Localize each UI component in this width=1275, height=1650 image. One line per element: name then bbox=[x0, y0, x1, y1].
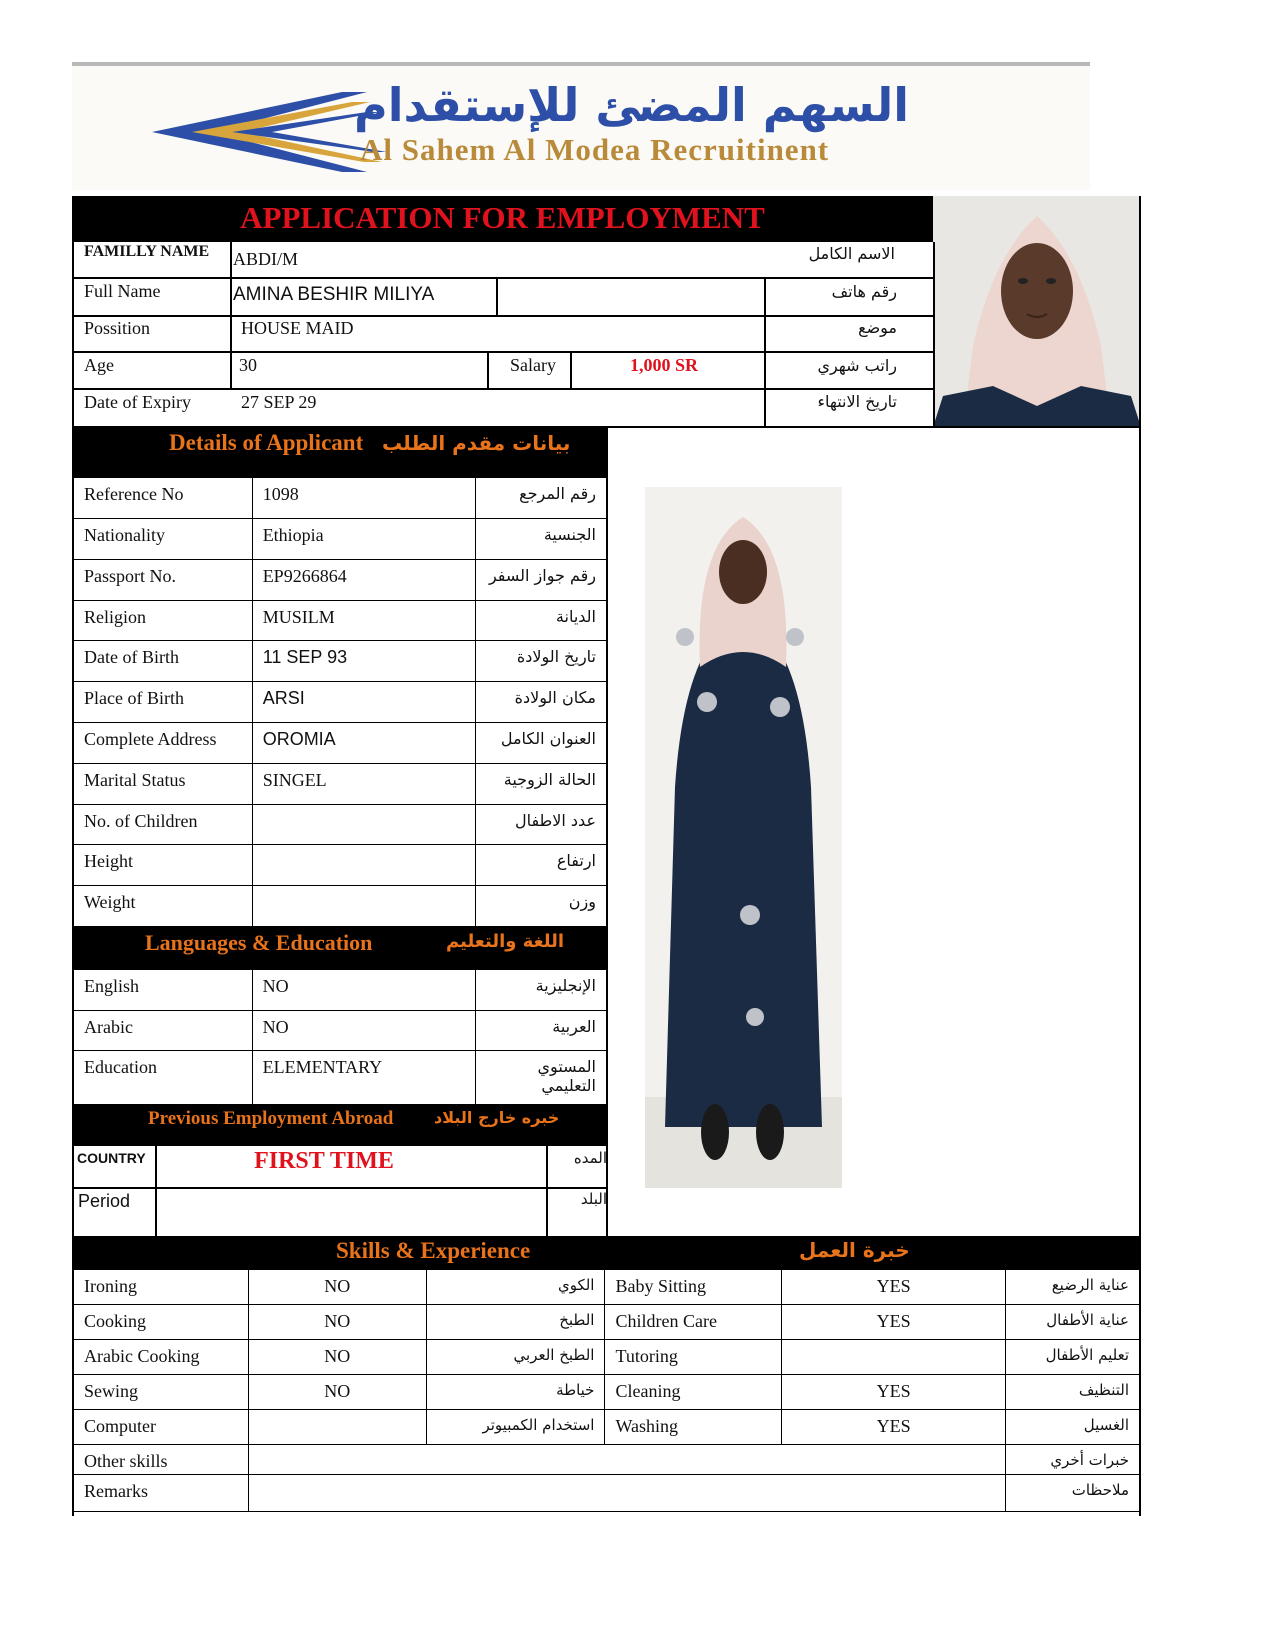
remarks-value bbox=[248, 1475, 1005, 1512]
skill-value bbox=[782, 1340, 1006, 1375]
details-ar: الحالة الزوجية bbox=[476, 764, 607, 805]
remarks-label: Remarks bbox=[74, 1475, 249, 1512]
details-ar: رقم جواز السفر bbox=[476, 560, 607, 601]
skill-label: Ironing bbox=[74, 1270, 249, 1305]
skill-label: Sewing bbox=[74, 1375, 249, 1410]
details-row bbox=[74, 845, 607, 886]
details-value: OROMIA bbox=[252, 723, 476, 764]
languages-header-en: Languages & Education bbox=[145, 930, 373, 955]
period-ar: البلد bbox=[580, 1190, 607, 1208]
skill-value: YES bbox=[782, 1270, 1006, 1305]
details-row bbox=[74, 560, 607, 601]
details-header-ar: بيانات مقدم الطلب bbox=[382, 431, 571, 455]
language-value: NO bbox=[252, 1011, 476, 1051]
details-label: Marital Status bbox=[74, 764, 253, 805]
details-value: EP9266864 bbox=[252, 560, 476, 601]
period-label: Period bbox=[78, 1191, 131, 1211]
details-value: 11 SEP 93 bbox=[252, 641, 476, 682]
salary-value: 1,000 SR bbox=[630, 355, 699, 375]
details-label: Weight bbox=[74, 886, 253, 927]
position-value: HOUSE MAID bbox=[241, 318, 354, 338]
language-row bbox=[74, 970, 607, 1011]
skill-value: NO bbox=[248, 1305, 426, 1340]
skill-value: NO bbox=[248, 1270, 426, 1305]
family-name-ar: الاسم الكامل bbox=[808, 244, 895, 263]
details-value bbox=[252, 845, 476, 886]
details-value: ARSI bbox=[252, 682, 476, 723]
details-row bbox=[74, 723, 607, 764]
skill-value bbox=[248, 1410, 426, 1445]
skill-value: YES bbox=[782, 1375, 1006, 1410]
remarks-row bbox=[74, 1475, 1140, 1512]
skills-row bbox=[74, 1340, 1140, 1375]
previous-header-ar: خبره خارج البلاد bbox=[434, 1108, 560, 1127]
details-ar: الجنسية bbox=[476, 519, 607, 560]
family-name-value: ABDI/M bbox=[233, 249, 299, 269]
skill-value: NO bbox=[248, 1375, 426, 1410]
logo-english-name: Al Sahem Al Modea Recruitinent bbox=[360, 132, 830, 167]
details-value bbox=[252, 805, 476, 845]
skill-ar: تعليم الأطفال bbox=[1006, 1340, 1140, 1375]
logo-arabic-name: السهم المضئ للإستقدام bbox=[354, 78, 910, 132]
skills-row bbox=[74, 1270, 1140, 1305]
languages-table bbox=[73, 969, 607, 1106]
expiry-value: 27 SEP 29 bbox=[241, 392, 317, 412]
details-ar: عدد الاطفال bbox=[476, 805, 607, 845]
full-name-value: AMINA BESHIR MILIYA bbox=[233, 284, 435, 305]
country-ar: المده bbox=[573, 1149, 607, 1167]
details-row bbox=[74, 682, 607, 723]
previous-header-en: Previous Employment Abroad bbox=[148, 1108, 394, 1129]
other-skills-label: Other skills bbox=[74, 1445, 249, 1475]
language-value: ELEMENTARY bbox=[252, 1051, 476, 1106]
language-label: Arabic bbox=[74, 1011, 253, 1051]
language-ar: العربية bbox=[476, 1011, 607, 1051]
expiry-ar: تاريخ الانتهاء bbox=[817, 392, 897, 411]
skill-value: NO bbox=[248, 1340, 426, 1375]
details-label: Complete Address bbox=[74, 723, 253, 764]
details-row bbox=[74, 886, 607, 927]
details-row bbox=[74, 805, 607, 845]
details-row bbox=[74, 519, 607, 560]
skill-label: Arabic Cooking bbox=[74, 1340, 249, 1375]
skill-label: Baby Sitting bbox=[605, 1270, 782, 1305]
details-label: Passport No. bbox=[74, 560, 253, 601]
skill-ar: الغسيل bbox=[1006, 1410, 1140, 1445]
skill-label: Tutoring bbox=[605, 1340, 782, 1375]
skill-ar: الطبخ bbox=[426, 1305, 605, 1340]
details-row bbox=[74, 478, 607, 519]
skill-label: Computer bbox=[74, 1410, 249, 1445]
skill-label: Cleaning bbox=[605, 1375, 782, 1410]
portrait-photo bbox=[933, 196, 1141, 427]
details-ar: العنوان الكامل bbox=[476, 723, 607, 764]
details-row bbox=[74, 641, 607, 682]
language-row bbox=[74, 1011, 607, 1051]
age-label: Age bbox=[84, 355, 114, 375]
skills-row bbox=[74, 1410, 1140, 1445]
details-label: Date of Birth bbox=[74, 641, 253, 682]
skill-label: Cooking bbox=[74, 1305, 249, 1340]
details-value bbox=[252, 886, 476, 927]
remarks-ar: ملاحظات bbox=[1006, 1475, 1140, 1512]
details-row bbox=[74, 764, 607, 805]
details-ar: تاريخ الولادة bbox=[476, 641, 607, 682]
details-label: Reference No bbox=[74, 478, 253, 519]
family-name-label: FAMILLY NAME bbox=[84, 243, 210, 260]
details-value: SINGEL bbox=[252, 764, 476, 805]
country-label: COUNTRY bbox=[77, 1150, 146, 1166]
details-label: Nationality bbox=[74, 519, 253, 560]
expiry-label: Date of Expiry bbox=[84, 392, 191, 412]
skills-header-en: Skills & Experience bbox=[336, 1238, 531, 1263]
skill-ar: الكوي bbox=[426, 1270, 605, 1305]
details-label: Height bbox=[74, 845, 253, 886]
other-skills-ar: خبرات أخري bbox=[1006, 1445, 1140, 1475]
language-ar: الإنجليزية bbox=[476, 970, 607, 1011]
skills-row bbox=[74, 1375, 1140, 1410]
skills-header-bar bbox=[72, 1237, 1140, 1269]
details-row bbox=[74, 601, 607, 641]
full-body-photo bbox=[645, 487, 842, 1188]
skills-row bbox=[74, 1305, 1140, 1340]
details-ar: مكان الولادة bbox=[476, 682, 607, 723]
full-name-ar: رقم هاتف bbox=[831, 282, 897, 301]
details-label: Religion bbox=[74, 601, 253, 641]
skill-ar: خياطة bbox=[426, 1375, 605, 1410]
position-ar: موضع bbox=[858, 318, 897, 337]
language-value: NO bbox=[252, 970, 476, 1011]
skill-ar: التنظيف bbox=[1006, 1375, 1140, 1410]
details-label: Place of Birth bbox=[74, 682, 253, 723]
logo-banner bbox=[72, 62, 1090, 190]
salary-ar: راتب شهري bbox=[817, 356, 897, 375]
position-label: Possition bbox=[84, 318, 151, 338]
other-skills-row bbox=[74, 1445, 1140, 1475]
skill-ar: عناية الرضيع bbox=[1006, 1270, 1140, 1305]
details-value: MUSILM bbox=[252, 601, 476, 641]
other-skills-value bbox=[248, 1445, 1005, 1475]
details-header-en: Details of Applicant bbox=[169, 430, 364, 455]
details-table bbox=[73, 477, 607, 927]
skill-label: Children Care bbox=[605, 1305, 782, 1340]
age-value: 30 bbox=[239, 355, 257, 375]
details-ar: وزن bbox=[476, 886, 607, 927]
skill-value: YES bbox=[782, 1305, 1006, 1340]
details-value: Ethiopia bbox=[252, 519, 476, 560]
details-value: 1098 bbox=[252, 478, 476, 519]
page-title: APPLICATION FOR EMPLOYMENT bbox=[240, 200, 765, 235]
details-ar: الديانة bbox=[476, 601, 607, 641]
salary-label: Salary bbox=[510, 355, 556, 375]
skill-ar: عناية الأطفال bbox=[1006, 1305, 1140, 1340]
language-ar: المستوي التعليمي bbox=[476, 1051, 607, 1106]
full-name-label: Full Name bbox=[84, 281, 161, 301]
details-ar: رقم المرجع bbox=[476, 478, 607, 519]
language-label: Education bbox=[74, 1051, 253, 1106]
skill-ar: استخدام الكمبيوتر bbox=[426, 1410, 605, 1445]
skills-table bbox=[73, 1269, 1140, 1512]
country-value: FIRST TIME bbox=[254, 1148, 394, 1174]
skills-header-ar: خبرة العمل bbox=[799, 1238, 910, 1262]
skill-label: Washing bbox=[605, 1410, 782, 1445]
skill-value: YES bbox=[782, 1410, 1006, 1445]
skill-ar: الطبخ العربي bbox=[426, 1340, 605, 1375]
language-row bbox=[74, 1051, 607, 1106]
details-label: No. of Children bbox=[74, 805, 253, 845]
details-ar: ارتفاع bbox=[476, 845, 607, 886]
language-label: English bbox=[74, 970, 253, 1011]
languages-header-ar: اللغة والتعليم bbox=[446, 931, 565, 952]
